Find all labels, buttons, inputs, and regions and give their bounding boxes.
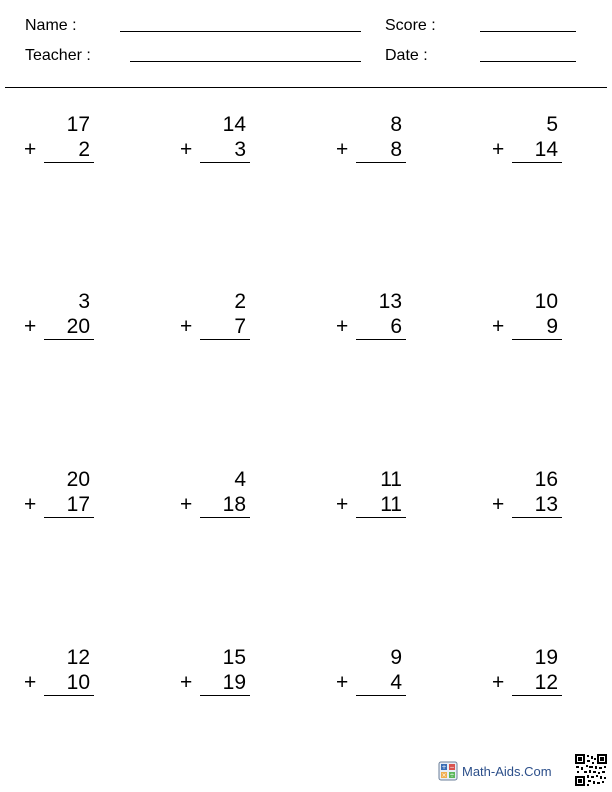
- plus-sign: +: [180, 315, 193, 338]
- problem-16: [492, 647, 562, 697]
- date-label: Date :: [385, 47, 428, 64]
- addend-bottom: 7: [234, 315, 246, 338]
- svg-text:+: +: [441, 764, 447, 771]
- problem-2: [180, 114, 250, 164]
- answer-line: [356, 162, 406, 163]
- problem-7: [336, 291, 406, 341]
- addend-top: 4: [234, 468, 246, 491]
- answer-line: [512, 695, 562, 696]
- addend-top: 8: [390, 113, 402, 136]
- addend-bottom: 11: [380, 493, 402, 516]
- answer-line: [200, 517, 250, 518]
- problem-3: [336, 114, 406, 164]
- plus-sign: +: [24, 493, 37, 516]
- plus-sign: +: [336, 315, 349, 338]
- problem-6: [180, 291, 250, 341]
- answer-line: [356, 339, 406, 340]
- plus-sign: +: [336, 493, 349, 516]
- answer-line: [200, 162, 250, 163]
- addend-bottom: 14: [534, 138, 558, 161]
- addend-bottom: 10: [66, 671, 90, 694]
- addend-bottom: 13: [534, 493, 558, 516]
- problem-15: [336, 647, 406, 697]
- answer-line: [44, 695, 94, 696]
- plus-sign: +: [24, 671, 37, 694]
- addend-top: 10: [534, 290, 558, 313]
- problem-5: [24, 291, 94, 341]
- addend-top: 9: [390, 646, 402, 669]
- addend-bottom: 20: [66, 315, 90, 338]
- addend-bottom: 6: [390, 315, 402, 338]
- addend-top: 19: [534, 646, 558, 669]
- plus-sign: +: [180, 493, 193, 516]
- addend-top: 20: [66, 468, 90, 491]
- svg-text:×: ×: [441, 772, 447, 779]
- problem-10: [180, 469, 250, 519]
- svg-text:÷: ÷: [449, 772, 455, 779]
- addend-bottom: 19: [222, 671, 246, 694]
- svg-text:−: −: [449, 764, 455, 771]
- answer-line: [200, 339, 250, 340]
- answer-line: [44, 517, 94, 518]
- footer-brand: [438, 761, 552, 781]
- addend-top: 17: [66, 113, 90, 136]
- answer-line: [44, 339, 94, 340]
- addend-top: 5: [546, 113, 558, 136]
- plus-sign: +: [24, 315, 37, 338]
- date-field-line[interactable]: [480, 61, 576, 62]
- addend-top: 11: [380, 468, 402, 491]
- addend-top: 12: [66, 646, 90, 669]
- teacher-label: Teacher :: [25, 47, 91, 64]
- answer-line: [356, 695, 406, 696]
- problem-13: [24, 647, 94, 697]
- addend-top: 2: [234, 290, 246, 313]
- plus-sign: +: [180, 138, 193, 161]
- addend-top: 13: [378, 290, 402, 313]
- score-field-line[interactable]: [480, 31, 576, 32]
- calculator-icon: [438, 761, 458, 781]
- plus-sign: +: [336, 671, 349, 694]
- answer-line: [512, 162, 562, 163]
- addend-bottom: 8: [390, 138, 402, 161]
- header-divider: [5, 87, 607, 88]
- name-field-line[interactable]: [120, 31, 361, 32]
- plus-sign: +: [336, 138, 349, 161]
- addend-bottom: 3: [234, 138, 246, 161]
- score-label: Score :: [385, 17, 436, 34]
- answer-line: [200, 695, 250, 696]
- answer-line: [512, 517, 562, 518]
- addend-top: 3: [78, 290, 90, 313]
- brand-name: Math-Aids.Com: [462, 763, 552, 779]
- addend-top: 14: [222, 113, 246, 136]
- teacher-field-line[interactable]: [130, 61, 361, 62]
- plus-sign: +: [492, 493, 505, 516]
- plus-sign: +: [180, 671, 193, 694]
- problem-14: [180, 647, 250, 697]
- addend-top: 16: [534, 468, 558, 491]
- plus-sign: +: [492, 315, 505, 338]
- addend-bottom: 18: [222, 493, 246, 516]
- answer-line: [512, 339, 562, 340]
- problem-1: [24, 114, 94, 164]
- problem-8: [492, 291, 562, 341]
- problem-9: [24, 469, 94, 519]
- addend-bottom: 4: [390, 671, 402, 694]
- problem-12: [492, 469, 562, 519]
- answer-line: [356, 517, 406, 518]
- plus-sign: +: [492, 671, 505, 694]
- qr-code-icon: [575, 754, 607, 786]
- addend-bottom: 12: [534, 671, 558, 694]
- addend-bottom: 9: [546, 315, 558, 338]
- name-label: Name :: [25, 17, 77, 34]
- problem-11: [336, 469, 406, 519]
- problem-4: [492, 114, 562, 164]
- addend-top: 15: [222, 646, 246, 669]
- answer-line: [44, 162, 94, 163]
- plus-sign: +: [24, 138, 37, 161]
- addend-bottom: 17: [66, 493, 90, 516]
- plus-sign: +: [492, 138, 505, 161]
- addend-bottom: 2: [78, 138, 90, 161]
